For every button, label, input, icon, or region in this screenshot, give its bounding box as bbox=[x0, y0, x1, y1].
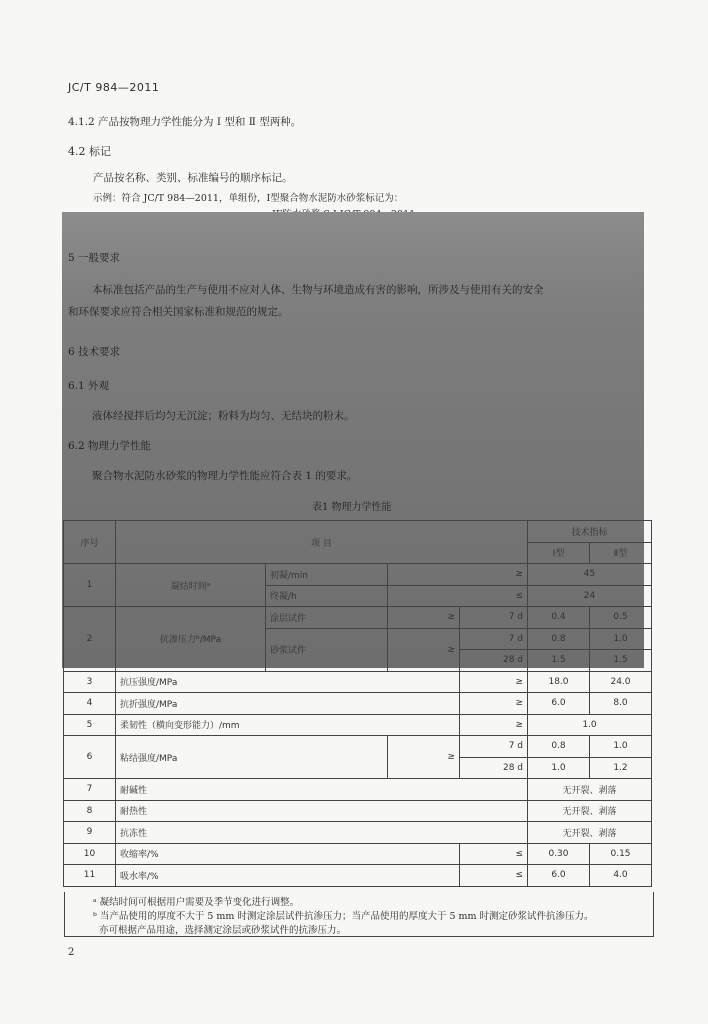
table-cell: 柔韧性（横向变形能力）/mm bbox=[116, 714, 460, 736]
table-cell: 11 bbox=[64, 865, 116, 887]
table-row bbox=[64, 736, 652, 758]
table-cell: 1.2 bbox=[590, 757, 652, 779]
clause-6-2-title: 6.2 物理力学性能 bbox=[68, 440, 152, 452]
table-cell: 抗折强度/MPa bbox=[116, 693, 460, 715]
table-cell: 砂浆试件 bbox=[266, 628, 388, 671]
table-cell: 2 bbox=[64, 607, 116, 672]
clause-6-1-text: 液体经搅拌后均匀无沉淀；粉料为均匀、无结块的粉末。 bbox=[92, 410, 355, 422]
clause-5-text-2: 和环保要求应符合相关国家标准和规范的规定。 bbox=[68, 306, 289, 318]
table-row bbox=[64, 822, 652, 844]
table-cell: 0.4 bbox=[528, 607, 590, 629]
physical-properties-table bbox=[63, 520, 652, 887]
clause-4-1-2: 4.1.2 产品按物理力学性能分为 Ⅰ 型和 Ⅱ 型两种。 bbox=[68, 116, 302, 128]
clause-5-title: 5 一般要求 bbox=[68, 252, 121, 264]
table-cell: 抗压强度/MPa bbox=[116, 671, 460, 693]
col-header-no: 序号 bbox=[64, 521, 116, 564]
table-cell: 1.0 bbox=[528, 757, 590, 779]
table-cell: 7 d bbox=[460, 736, 528, 758]
table-cell: 初凝/min bbox=[266, 564, 388, 586]
clause-6-1-title: 6.1 外观 bbox=[68, 380, 110, 392]
standard-id: JC/T 984—2011 bbox=[68, 81, 160, 94]
table-notes bbox=[64, 892, 654, 937]
table-cell: 3 bbox=[64, 671, 116, 693]
table-cell: 45 bbox=[528, 564, 652, 586]
table-cell: 1.0 bbox=[590, 736, 652, 758]
clause-4-2-example: 示例：符合 JC/T 984—2011，单组份，Ⅰ型聚合物水泥防水砂浆标记为： bbox=[93, 193, 404, 204]
table-cell: 0.15 bbox=[590, 843, 652, 865]
table-cell: ≤ bbox=[388, 585, 528, 607]
page-number: 2 bbox=[68, 947, 75, 958]
table-cell: ≤ bbox=[460, 843, 528, 865]
table-cell: ≥ bbox=[388, 607, 460, 629]
table-cell: ≤ bbox=[460, 865, 528, 887]
table-cell: 6.0 bbox=[528, 865, 590, 887]
table-row bbox=[64, 843, 652, 865]
table-cell: 8.0 bbox=[590, 693, 652, 715]
table-cell: 7 d bbox=[460, 628, 528, 650]
table-row bbox=[64, 779, 652, 801]
table-row bbox=[64, 800, 652, 822]
table-cell: 终凝/h bbox=[266, 585, 388, 607]
table-cell: 7 d bbox=[460, 607, 528, 629]
table-cell: 4.0 bbox=[590, 865, 652, 887]
table-cell: 耐热性 bbox=[116, 800, 528, 822]
table-cell: ≥ bbox=[388, 564, 528, 586]
table-cell: 10 bbox=[64, 843, 116, 865]
table-cell: 凝结时间ᵃ bbox=[116, 564, 266, 607]
table-cell: 粘结强度/MPa bbox=[116, 736, 388, 779]
table-cell: 收缩率/% bbox=[116, 843, 460, 865]
col-header-type1: Ⅰ型 bbox=[528, 542, 590, 564]
table-cell: 1.5 bbox=[528, 650, 590, 672]
table-cell: ≥ bbox=[460, 671, 528, 693]
table-cell: 18.0 bbox=[528, 671, 590, 693]
table-cell: 8 bbox=[64, 800, 116, 822]
col-header-type2: Ⅱ型 bbox=[590, 542, 652, 564]
table-cell: 6 bbox=[64, 736, 116, 779]
table-cell: 0.8 bbox=[528, 628, 590, 650]
table-cell: 抗渗压力ᵇ/MPa bbox=[116, 607, 266, 672]
table-cell: 6.0 bbox=[528, 693, 590, 715]
table-cell: 0.8 bbox=[528, 736, 590, 758]
col-header-item: 项 目 bbox=[116, 521, 528, 564]
table-header-row bbox=[64, 521, 652, 543]
clause-6-title: 6 技术要求 bbox=[68, 346, 121, 358]
table-cell: 涂层试件 bbox=[266, 607, 388, 629]
table-cell: 5 bbox=[64, 714, 116, 736]
table-cell: 吸水率/% bbox=[116, 865, 460, 887]
table-cell: 28 d bbox=[460, 757, 528, 779]
table-caption: 表1 物理力学性能 bbox=[312, 502, 392, 513]
table-row bbox=[64, 607, 652, 629]
clause-4-2-title: 4.2 标记 bbox=[68, 145, 111, 158]
table-cell: 抗冻性 bbox=[116, 822, 528, 844]
table-row bbox=[64, 714, 652, 736]
table-cell: 无开裂、剥落 bbox=[528, 822, 652, 844]
note-b-continued: 亦可根据产品用途，选择测定涂层或砂浆试件的抗渗压力。 bbox=[99, 925, 347, 936]
table-cell: 4 bbox=[64, 693, 116, 715]
table-row bbox=[64, 564, 652, 586]
table-row bbox=[64, 693, 652, 715]
table-cell: 9 bbox=[64, 822, 116, 844]
table-cell: 耐碱性 bbox=[116, 779, 528, 801]
table-cell: ≥ bbox=[388, 736, 460, 779]
table-cell: 1.0 bbox=[590, 628, 652, 650]
clause-4-2-text: 产品按名称、类别、标准编号的顺序标记。 bbox=[93, 172, 293, 184]
note-a: ᵃ 凝结时间可根据用户需要及季节变化进行调整。 bbox=[93, 897, 300, 908]
table-cell: 1.5 bbox=[590, 650, 652, 672]
table-cell: 28 d bbox=[460, 650, 528, 672]
table-cell: ≥ bbox=[388, 628, 460, 671]
clause-5-text-1: 本标准包括产品的生产与使用不应对人体、生物与环境造成有害的影响，所涉及与使用有关的安全 bbox=[92, 284, 544, 296]
table-cell: 1 bbox=[64, 564, 116, 607]
table-cell: ≥ bbox=[460, 693, 528, 715]
clause-6-2-text: 聚合物水泥防水砂浆的物理力学性能应符合表 1 的要求。 bbox=[92, 470, 358, 482]
table-cell: 1.0 bbox=[528, 714, 652, 736]
table-cell: 24.0 bbox=[590, 671, 652, 693]
table-cell: 0.5 bbox=[590, 607, 652, 629]
table-cell: 无开裂、剥落 bbox=[528, 800, 652, 822]
table-cell: 0.30 bbox=[528, 843, 590, 865]
table-cell: 无开裂、剥落 bbox=[528, 779, 652, 801]
table-cell: ≥ bbox=[460, 714, 528, 736]
table-row bbox=[64, 671, 652, 693]
table-cell: 7 bbox=[64, 779, 116, 801]
table-row bbox=[64, 865, 652, 887]
table-cell: 24 bbox=[528, 585, 652, 607]
col-header-index: 技术指标 bbox=[528, 521, 652, 543]
note-b: ᵇ 当产品使用的厚度不大于 5 mm 时测定涂层试件抗渗压力；当产品使用的厚度大于 5 mm 时测定砂浆试件抗渗压力。 bbox=[93, 911, 594, 922]
